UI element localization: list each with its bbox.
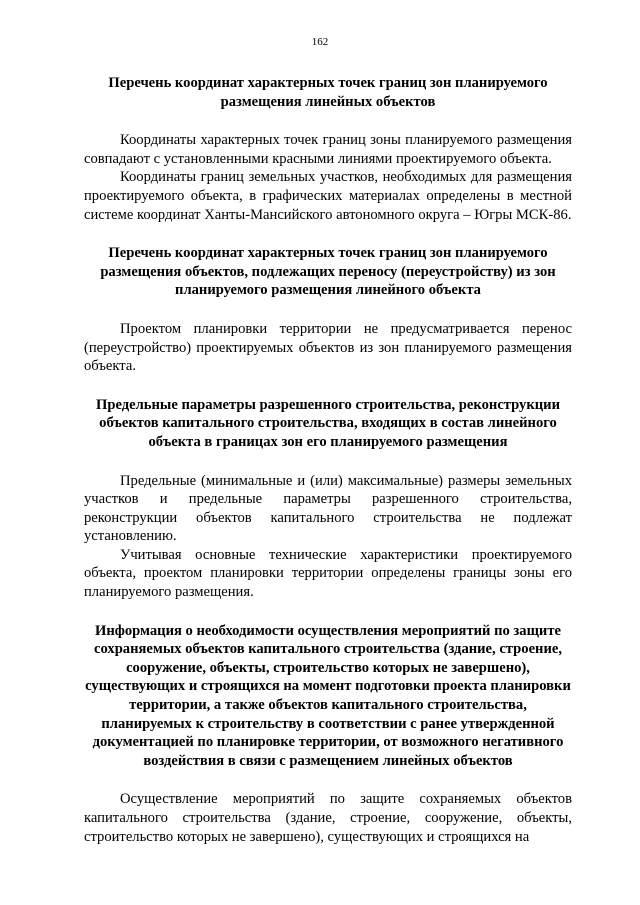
paragraph: Учитывая основные технические характеристики проектируемого объекта, проектом планировки территории определены границы зоны его планируемого размещения. [84, 546, 572, 601]
paragraph: Координаты характерных точек границ зоны планируемого размещения совпадают с установленными красными линиями проектируемого объекта. [84, 132, 572, 167]
section-relocation [84, 244, 572, 376]
paragraph: Предельные (минимальные и (или) максимальные) размеры земельных участков и предельные параметры разрешенного строительства, реконструкции объектов капитального строительства не подлежат установлению. [84, 472, 572, 545]
paragraph: Осуществление мероприятий по защите сохраняемых объектов капитального строительства (здание, строение, сооружение, объекты, строительство которых не завершено), существующих и строящихся на [84, 791, 572, 845]
section-heading: Перечень координат характерных точек границ зон планируемого размещения объектов, подлежащих переносу (переустройству) из зон планируемого размещения линейного объекта [100, 245, 556, 299]
section-heading: Перечень координат характерных точек границ зон планируемого размещения линейных объектов [108, 75, 548, 110]
page-number: 162 [311, 36, 329, 48]
section-coordinates [84, 74, 572, 224]
paragraph: Координаты границ земельных участков, необходимых для размещения проектируемого объекта, в графических материалах определены в местной системе координат Ханты-Мансийского автономного округа – Югры МСК-86. [84, 169, 572, 223]
section-heading: Предельные параметры разрешенного строительства, реконструкции объектов капитального строительства, входящих в состав линейного объекта в границах зон его планируемого размещения [96, 396, 560, 450]
section-limit-parameters [84, 396, 572, 602]
paragraph: Проектом планировки территории не предусматривается перенос (переустройство) проектируемых объектов из зон планируемого размещения объекта. [84, 320, 572, 375]
section-protection-measures [84, 622, 572, 847]
document-body [84, 74, 572, 846]
section-heading: Информация о необходимости осуществления мероприятий по защите сохраняемых объектов капитального строительства (здание, строение, сооружение, объекты, строительство которых не завершено), существующих и строящихся на момент подготовки проекта планировки территории, а также объектов капитального строительства, планируемых к строительству в соответствии с ранее утвержденной документацией по планировке территории, от возможного негативного воздействия в связи с размещением линейных объектов [85, 622, 571, 769]
